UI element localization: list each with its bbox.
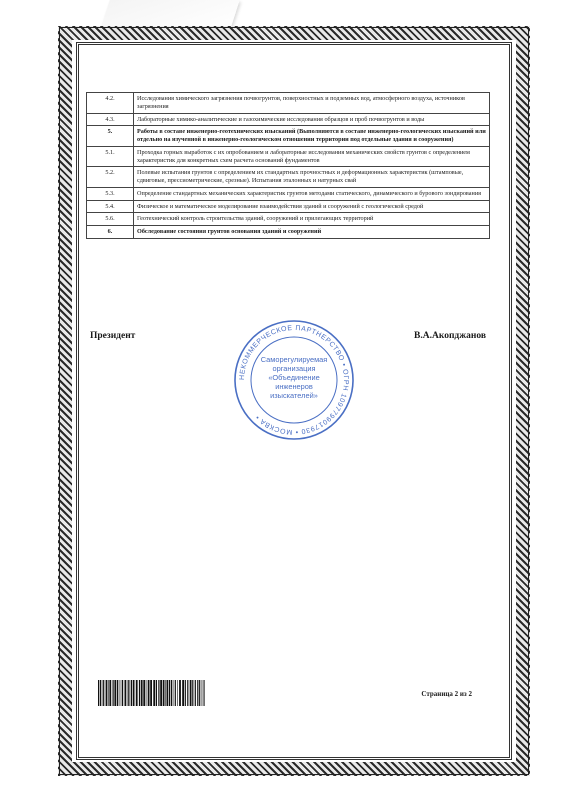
barcode-bar xyxy=(122,680,123,706)
barcode-bar xyxy=(182,680,184,706)
item-description: Исследования химического загрязнения почвогрунтов, поверхностных и подземных вод, атмосферного воздуха, источников загрязнения xyxy=(134,93,490,114)
barcode-bar xyxy=(204,680,205,706)
barcode-bar xyxy=(156,680,157,706)
barcode-bar xyxy=(173,680,174,706)
barcode-bar xyxy=(108,680,109,706)
barcode-bar xyxy=(139,680,140,706)
table-row xyxy=(87,113,490,126)
item-description: Геотехнический контроль строительства зданий, сооружений и прилегающих территорий xyxy=(134,213,490,226)
seal-inner-line: инженеров xyxy=(275,382,313,391)
item-description: Обследование состояния грунтов основания зданий и сооружений xyxy=(134,226,490,239)
document-content xyxy=(86,92,490,239)
barcode-bar xyxy=(98,680,99,706)
barcode-bar xyxy=(167,680,169,706)
barcode-bar xyxy=(171,680,172,706)
table-row xyxy=(87,213,490,226)
table-row xyxy=(87,146,490,167)
item-number: 4.2. xyxy=(87,93,134,114)
barcode-bar xyxy=(106,680,108,706)
seal-inner-line: «Объединение xyxy=(268,373,320,382)
table-row xyxy=(87,226,490,239)
barcode-bar xyxy=(187,680,188,706)
barcode-bar xyxy=(150,680,152,706)
seal-inner-line: изыскателей» xyxy=(270,391,318,400)
barcode-bar xyxy=(169,680,170,706)
seal-inner-line: организация xyxy=(272,364,316,373)
item-number: 4.3. xyxy=(87,113,134,126)
table-row xyxy=(87,93,490,114)
barcode-bar xyxy=(102,680,103,706)
item-number: 6. xyxy=(87,226,134,239)
barcode-bar xyxy=(100,680,101,706)
organization-seal xyxy=(232,318,356,442)
barcode-bar xyxy=(146,680,147,706)
barcode-bar xyxy=(103,680,104,706)
barcode-bar xyxy=(136,680,138,706)
barcode-bar xyxy=(131,680,132,706)
item-number: 5.4. xyxy=(87,200,134,213)
barcode-bar xyxy=(121,680,122,706)
item-number: 5.6. xyxy=(87,213,134,226)
barcode-bar xyxy=(165,680,166,706)
barcode-bar xyxy=(197,680,198,706)
barcode-bar xyxy=(141,680,143,706)
barcode-bar xyxy=(175,680,176,706)
item-description: Лабораторные химико-аналитические и газохимические исследования образцов и проб почвогрунтов и воды xyxy=(134,113,490,126)
barcode-bar xyxy=(190,680,192,706)
barcode-bar xyxy=(163,680,165,706)
barcode-bar xyxy=(203,680,204,706)
seal-outer-text: НЕКОММЕРЧЕСКОЕ ПАРТНЕРСТВО • ОГРН 1097799017930 • МОСКВА • xyxy=(238,324,350,436)
barcode-bar xyxy=(195,680,196,706)
item-number: 5.2. xyxy=(87,167,134,188)
barcode-bar xyxy=(125,680,127,706)
barcode-bar xyxy=(158,680,159,706)
item-number: 5.1. xyxy=(87,146,134,167)
table-row xyxy=(87,167,490,188)
barcode-bar xyxy=(177,680,178,706)
barcode-bar xyxy=(113,680,114,706)
signatory-title: Президент xyxy=(90,331,136,341)
item-number: 5. xyxy=(87,126,134,147)
table-row xyxy=(87,187,490,200)
barcode-bar xyxy=(148,680,150,706)
barcode-bar xyxy=(202,680,203,706)
item-description: Физическое и математическое моделирование взаимодействия зданий и сооружений с геологической средой xyxy=(134,200,490,213)
barcode-bar xyxy=(192,680,193,706)
page-number: Страница 2 из 2 xyxy=(421,690,472,698)
barcode xyxy=(96,680,208,706)
barcode-bar xyxy=(114,680,116,706)
table-row xyxy=(87,200,490,213)
item-description: Полевые испытания грунтов с определением их стандартных прочностных и деформационных характеристик (штамповые, сдвиговые, прессиометрические, срезные). Испытания эталонных и натурных свай xyxy=(134,167,490,188)
barcode-bar xyxy=(133,680,135,706)
barcode-bar xyxy=(153,680,155,706)
item-description: Работы в составе инженерно-геотехнических изысканий (Выполняются в составе инженерно-геологических изысканий или отдельно на изученной в инженерно-геологическом отношении территории под отдельные здания и сооружения) xyxy=(134,126,490,147)
barcode-bar xyxy=(143,680,145,706)
barcode-bar xyxy=(199,680,200,706)
work-types-table xyxy=(86,92,490,239)
item-number: 5.3. xyxy=(87,187,134,200)
barcode-bar xyxy=(128,680,129,706)
item-description: Определение стандартных механических характеристик грунтов методами статического, динамического и бурового зондирования xyxy=(134,187,490,200)
barcode-bar xyxy=(117,680,118,706)
barcode-bar xyxy=(119,680,120,706)
barcode-bar xyxy=(179,680,181,706)
barcode-bar xyxy=(109,680,111,706)
barcode-bar xyxy=(130,680,131,706)
barcode-bar xyxy=(160,680,162,706)
table-row xyxy=(87,126,490,147)
seal-inner-line: Саморегулируемая xyxy=(260,355,328,364)
signatory-name: В.А.Акопджанов xyxy=(414,331,486,341)
item-description: Проходка горных выработок с их опробованием и лабораторные исследования механических свойств грунтов с определением характеристик для конкретных схем расчета оснований фундаментов xyxy=(134,146,490,167)
barcode-bar xyxy=(185,680,186,706)
